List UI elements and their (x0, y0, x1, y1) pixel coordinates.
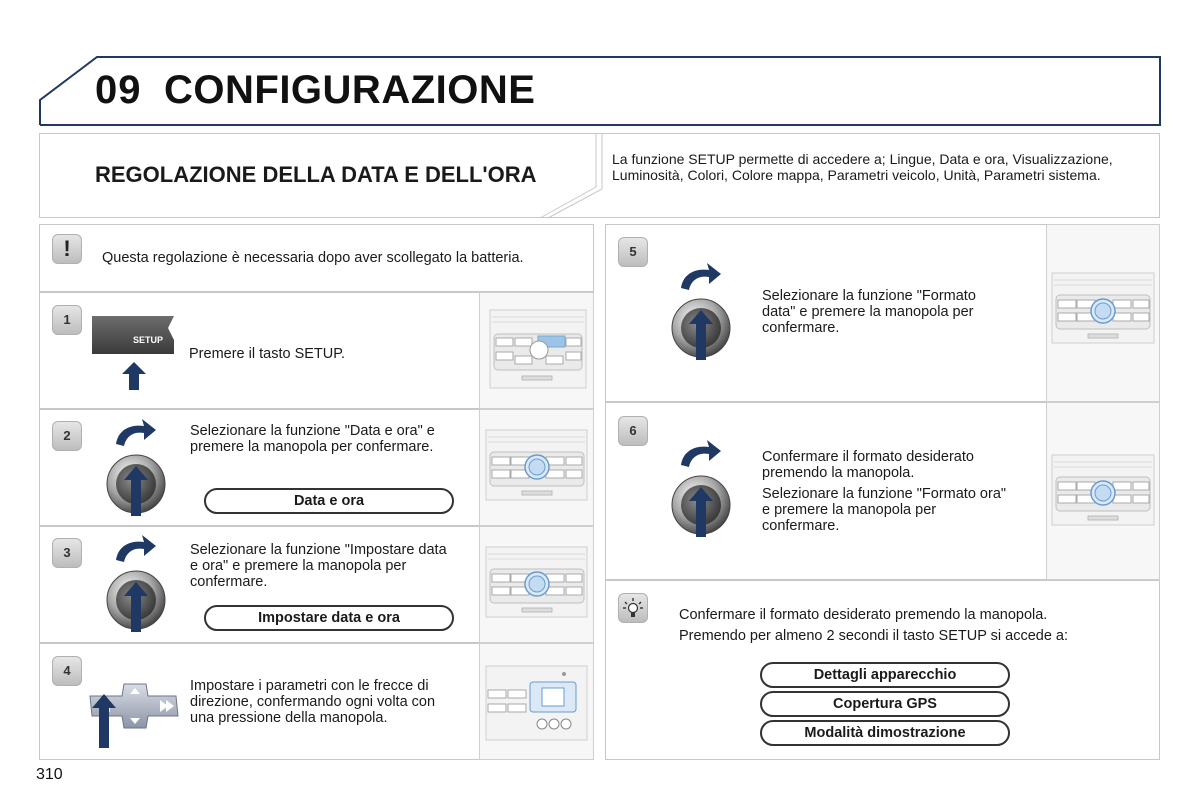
title-divider (530, 133, 610, 219)
step-number-badge: 1 (52, 305, 82, 335)
device-thumbnail (479, 292, 594, 409)
page-number: 310 (36, 766, 63, 783)
menu-item-modalita-dimostrazione: Modalità dimostrazione (760, 720, 1010, 746)
device-knob-diagram (1047, 225, 1159, 401)
device-thumbnail (479, 526, 594, 643)
step-1-text: Premere il tasto SETUP. (189, 346, 346, 362)
device-thumbnail (1046, 402, 1160, 580)
intro-text: La funzione SETUP permette di accedere a; Lingue, Data e ora, Visualizzazione, Luminosità, Colori, Colore mappa, Parametri veicolo, Unità, Parametri sistema. (612, 151, 1113, 183)
rotary-knob-icon (665, 437, 735, 541)
step-3-text: Selezionare la funzione "Impostare data e ora" e premere la manopola per confermare. (190, 542, 447, 590)
device-thumbnail (479, 409, 594, 526)
menu-item-dettagli-apparecchio: Dettagli apparecchio (760, 662, 1010, 688)
tip-line-2: Premendo per almeno 2 secondi il tasto SETUP si accede a: (679, 628, 1069, 644)
tip-line-1: Confermare il formato desiderato premendo la manopola. (679, 607, 1048, 623)
device-thumbnail (1046, 224, 1160, 402)
exclamation-icon: ! (52, 234, 82, 264)
step-6-text-a: Confermare il formato desiderato premendo la manopola. (762, 449, 974, 481)
step-5-text: Selezionare la funzione "Formato data" e premere la manopola per confermare. (762, 288, 976, 336)
step-number-badge: 5 (618, 237, 648, 267)
step-number-badge: 6 (618, 416, 648, 446)
menu-item-impostare-data-e-ora: Impostare data e ora (204, 605, 454, 631)
device-knob-diagram (1047, 403, 1159, 579)
device-knob-diagram (480, 527, 593, 642)
rotary-knob-icon (100, 416, 170, 520)
rotary-knob-icon (100, 532, 170, 636)
device-knob-diagram (480, 410, 593, 525)
section-title: REGOLAZIONE DELLA DATA E DELL'ORA (95, 162, 537, 187)
lightbulb-icon (618, 593, 648, 623)
direction-pad-icon (88, 682, 183, 752)
device-keypad-diagram (480, 644, 593, 759)
step-number-badge: 3 (52, 538, 82, 568)
warning-text: Questa regolazione è necessaria dopo aver scollegato la batteria. (102, 250, 524, 266)
step-number-badge: 2 (52, 421, 82, 451)
step-4-text: Impostare i parametri con le frecce di direzione, confermando ogni volta con una pressione della manopola. (190, 678, 436, 726)
step-6-text-b: Selezionare la funzione "Formato ora" e premere la manopola per confermare. (762, 486, 1007, 534)
chapter-title: CONFIGURAZIONE (164, 68, 536, 112)
device-setup-diagram (480, 293, 593, 408)
menu-item-data-e-ora: Data e ora (204, 488, 454, 514)
device-thumbnail (479, 643, 594, 760)
setup-key-label: SETUP (132, 335, 164, 345)
menu-item-copertura-gps: Copertura GPS (760, 691, 1010, 717)
rotary-knob-icon (665, 260, 735, 364)
setup-key-icon (88, 312, 183, 392)
chapter-number: 09 (95, 68, 142, 112)
lightbulb-glyph (619, 594, 647, 622)
step-2-text: Selezionare la funzione "Data e ora" e premere la manopola per confermare. (190, 423, 435, 455)
step-number-badge: 4 (52, 656, 82, 686)
